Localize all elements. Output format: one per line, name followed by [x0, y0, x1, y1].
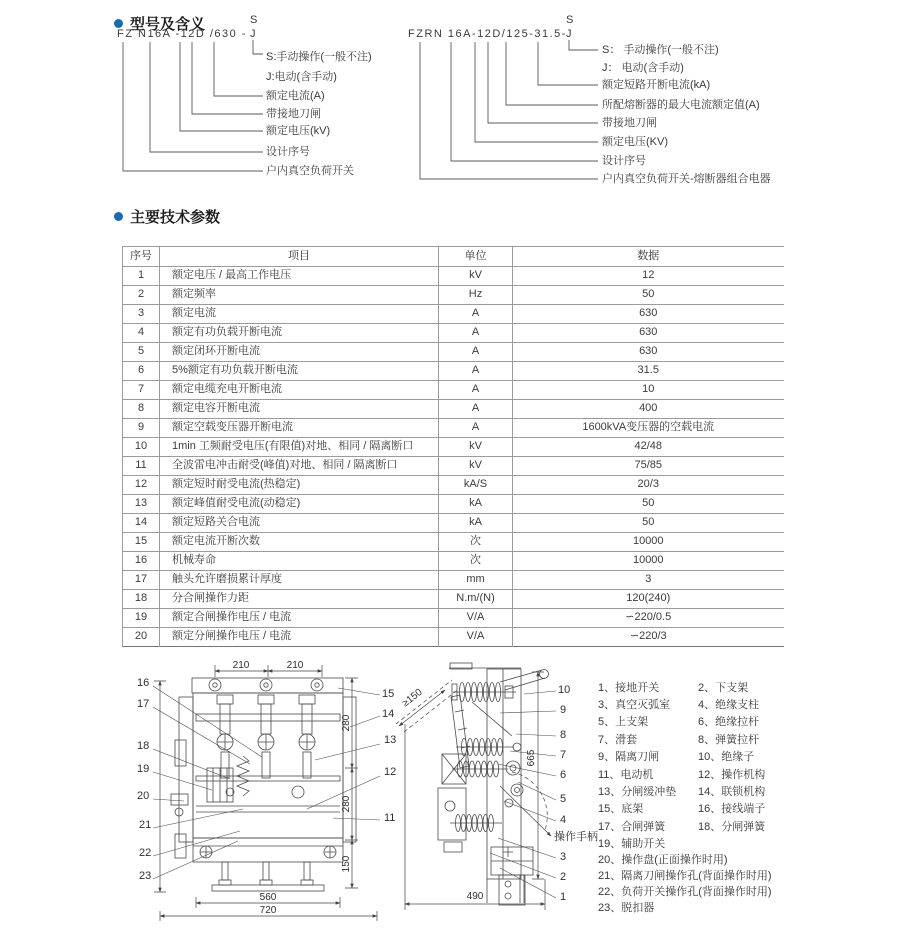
cell-unit: A [439, 324, 513, 343]
cell-item: 额定峰值耐受电流(动稳定) [160, 495, 439, 514]
section-title-params [114, 206, 220, 227]
model-right-suffix-s: S [566, 14, 574, 26]
column-header: 数据 [513, 247, 784, 267]
params-table-head [123, 247, 784, 267]
cell-index: 16 [123, 552, 160, 571]
side-view-dashed-lines [396, 680, 551, 836]
callout-number: 2 [560, 871, 567, 883]
cell-index: 2 [123, 286, 160, 305]
column-header: 项目 [160, 247, 439, 267]
cell-index: 1 [123, 267, 160, 286]
model-right-connectors [420, 40, 598, 179]
model-right-label: 户内真空负荷开关-熔断器组合电器 [602, 173, 771, 185]
table-row [123, 305, 784, 324]
parts-list-item: 12、操作机构 [698, 768, 766, 781]
cell-item: 全波雷电冲击耐受(峰值)对地、相同 / 隔离断口 [160, 457, 439, 476]
cell-value: 3 [513, 571, 784, 590]
model-code-left: FZ N16A -12D /630 - [117, 28, 247, 40]
parts-list-row [598, 678, 903, 695]
parts-list-row [598, 765, 903, 782]
model-left-label: 额定电流(A) [266, 90, 325, 102]
callout-number: 20 [137, 790, 150, 802]
cell-item: 机械寿命 [160, 552, 439, 571]
callout-number: 19 [137, 763, 150, 775]
cell-index: 8 [123, 400, 160, 419]
parts-list-item: 15、底架 [598, 803, 644, 816]
parts-list-row [598, 695, 903, 712]
parts-list-item: 6、绝缘拉杆 [698, 716, 760, 729]
parts-list-item: 19、辅助开关 [598, 837, 666, 850]
cell-index: 6 [123, 362, 160, 381]
table-row [123, 628, 784, 647]
cell-index: 10 [123, 438, 160, 457]
table-row [123, 324, 784, 343]
parts-list-item: 11、电动机 [598, 768, 654, 781]
cell-value: 20/3 [513, 476, 784, 495]
cell-unit: A [439, 305, 513, 324]
dim-210-right: 210 [286, 660, 304, 671]
callout-number: 10 [558, 684, 571, 696]
cell-index: 11 [123, 457, 160, 476]
table-row [123, 552, 784, 571]
params-table [122, 246, 784, 647]
parts-list-item: 22、负荷开关操作孔(背面操作时用) [598, 886, 772, 899]
cell-value: 12 [513, 267, 784, 286]
cell-value: 10 [513, 381, 784, 400]
cell-index: 5 [123, 343, 160, 362]
front-view-leader-lines [153, 686, 380, 879]
table-row [123, 514, 784, 533]
front-view-drawing [171, 678, 356, 891]
parts-list-item: 21、隔离刀闸操作孔(背面操作时用) [598, 869, 772, 882]
callout-number: 13 [384, 734, 397, 746]
cell-item: 额定电压 / 最高工作电压 [160, 267, 439, 286]
cell-unit: A [439, 400, 513, 419]
dim-280-mid: 280 [341, 795, 352, 813]
section-title-params-text: 主要技术参数 [130, 209, 221, 226]
model-left-label: 额定电压(kV) [266, 125, 331, 137]
table-row [123, 571, 784, 590]
cell-unit: Hz [439, 286, 513, 305]
cell-value: 630 [513, 324, 784, 343]
callout-number: 16 [137, 677, 150, 689]
section-title-models-text: 型号及含义 [130, 16, 206, 33]
parts-list-item: 17、合闸弹簧 [598, 820, 666, 833]
callout-number: 23 [139, 870, 152, 882]
handle-label: 操作手柄 [554, 831, 598, 843]
front-view-dimension-lines [154, 665, 377, 921]
cell-item: 额定电流开断次数 [160, 533, 439, 552]
cell-unit: A [439, 362, 513, 381]
model-right-suffix-j: J [566, 28, 572, 40]
cell-item: 额定电缆充电开断电流 [160, 381, 439, 400]
cell-item: 额定短路关合电流 [160, 514, 439, 533]
cell-index: 12 [123, 476, 160, 495]
cell-unit: mm [439, 571, 513, 590]
table-row [123, 343, 784, 362]
model-left-label: 户内真空负荷开关 [266, 165, 354, 177]
callout-number: 17 [137, 698, 150, 710]
cell-unit: kA/S [439, 476, 513, 495]
table-row [123, 457, 784, 476]
cell-item: 额定短时耐受电流(热稳定) [160, 476, 439, 495]
model-left-label: 带接地刀闸 [266, 108, 321, 120]
model-right-label: 额定短路开断电流(kA) [602, 79, 711, 91]
callout-number: 18 [137, 740, 150, 752]
cell-unit: kV [439, 438, 513, 457]
callout-number: 6 [560, 769, 567, 781]
cell-index: 9 [123, 419, 160, 438]
table-row [123, 267, 784, 286]
side-view-drawing [438, 663, 549, 905]
cell-value: 630 [513, 343, 784, 362]
parts-list-item: 2、下支架 [698, 681, 749, 694]
table-row [123, 533, 784, 552]
cell-value: ∽220/0.5 [513, 609, 784, 628]
model-code-right: FZRN 16A-12D/125-31.5- [408, 28, 567, 40]
cell-value: 50 [513, 514, 784, 533]
cell-value: 400 [513, 400, 784, 419]
cell-index: 14 [123, 514, 160, 533]
cell-item: 额定有功负载开断电流 [160, 324, 439, 343]
callout-number: 11 [384, 812, 396, 824]
cell-value: 50 [513, 286, 784, 305]
callout-number: 8 [560, 729, 567, 741]
cell-value: 75/85 [513, 457, 784, 476]
column-header: 序号 [123, 247, 160, 267]
cell-index: 7 [123, 381, 160, 400]
callout-number: 9 [560, 704, 567, 716]
cell-item: 额定分闸操作电压 / 电流 [160, 628, 439, 647]
dim-ge150: ≥150 [400, 686, 425, 710]
dim-280-upper: 280 [341, 714, 352, 732]
cell-value: 50 [513, 495, 784, 514]
cell-item: 额定频率 [160, 286, 439, 305]
bullet-icon [114, 212, 123, 221]
parts-list-row [598, 748, 903, 765]
callout-number: 5 [560, 793, 567, 805]
cell-index: 13 [123, 495, 160, 514]
callout-number: 4 [560, 814, 567, 826]
parts-list-row [598, 800, 903, 817]
callout-number: 22 [139, 847, 152, 859]
table-row [123, 438, 784, 457]
column-header: 单位 [439, 247, 513, 267]
cell-value: ∽220/3 [513, 628, 784, 647]
cell-item: 1min 工频耐受电压(有限值)对地、相同 / 隔离断口 [160, 438, 439, 457]
cell-index: 20 [123, 628, 160, 647]
cell-unit: kV [439, 457, 513, 476]
parts-list-item: 5、上支架 [598, 716, 649, 729]
cell-item: 触头允许磨损累计厚度 [160, 571, 439, 590]
cell-unit: kV [439, 267, 513, 286]
table-row [123, 419, 784, 438]
model-left-label: S:手动操作(一般不注) [266, 51, 372, 63]
dim-490: 490 [466, 891, 484, 902]
parts-list-item: 9、隔离刀闸 [598, 751, 660, 764]
model-right-label: J： 电动(含手动) [602, 62, 684, 74]
table-row [123, 609, 784, 628]
callout-number: 15 [382, 688, 395, 700]
cell-item: 额定闭环开断电流 [160, 343, 439, 362]
dim-665: 665 [526, 749, 537, 767]
table-row [123, 590, 784, 609]
parts-list-item: 7、滑套 [598, 733, 638, 746]
callout-number: 3 [560, 851, 567, 863]
cell-value: 10000 [513, 552, 784, 571]
cell-unit: 次 [439, 533, 513, 552]
cell-index: 15 [123, 533, 160, 552]
cell-unit: N.m/(N) [439, 590, 513, 609]
parts-list-item: 23、脱扣器 [598, 902, 655, 915]
model-left-label: J:电动(含手动) [266, 71, 337, 83]
params-table-body [123, 267, 784, 647]
parts-list-item: 13、分闸缓冲垫 [598, 786, 677, 799]
parts-list-row [598, 730, 903, 747]
callout-number: 12 [384, 766, 397, 778]
model-left-connectors [123, 40, 263, 171]
parts-list-item: 18、分闸弹簧 [698, 820, 766, 833]
cell-index: 3 [123, 305, 160, 324]
model-right-label: 设计序号 [602, 155, 646, 167]
cell-value: 630 [513, 305, 784, 324]
model-right-label: 所配熔断器的最大电流额定值(A) [602, 99, 760, 111]
cell-unit: A [439, 381, 513, 400]
cell-value: 42/48 [513, 438, 784, 457]
parts-list-row [598, 782, 903, 799]
cell-value: 31.5 [513, 362, 784, 381]
callout-number: 7 [560, 749, 567, 761]
table-row [123, 362, 784, 381]
dim-150: 150 [341, 855, 352, 873]
parts-list-item: 16、接线端子 [698, 803, 766, 816]
cell-unit: kA [439, 495, 513, 514]
callout-number: 1 [560, 891, 567, 903]
cell-unit: A [439, 343, 513, 362]
model-left-label: 设计序号 [266, 146, 310, 158]
cell-index: 19 [123, 609, 160, 628]
cell-item: 额定空载变压器开断电流 [160, 419, 439, 438]
cell-unit: kA [439, 514, 513, 533]
bullet-icon [114, 19, 123, 28]
cell-item: 5%额定有功负载开断电流 [160, 362, 439, 381]
cell-index: 18 [123, 590, 160, 609]
model-left-suffix-j: J [250, 28, 256, 40]
callout-number: 21 [139, 819, 152, 831]
parts-list-item: 14、联锁机构 [698, 786, 766, 799]
cell-value: 10000 [513, 533, 784, 552]
table-row [123, 495, 784, 514]
parts-list-item: 4、绝缘支柱 [698, 699, 760, 712]
cell-value: 1600kVA变压器的空载电流 [513, 419, 784, 438]
table-row [123, 381, 784, 400]
parts-list [598, 678, 903, 915]
cell-item: 额定电流 [160, 305, 439, 324]
parts-list-item: 10、绝缘子 [698, 751, 755, 764]
table-row [123, 476, 784, 495]
table-row [123, 400, 784, 419]
cell-item: 额定电容开断电流 [160, 400, 439, 419]
cell-unit: 次 [439, 552, 513, 571]
parts-list-item: 3、真空灭弧室 [598, 699, 671, 712]
cell-index: 4 [123, 324, 160, 343]
side-view-dimension-lines [399, 672, 545, 910]
parts-list-item: 20、操作盘(正面操作时用) [598, 853, 728, 866]
model-right-label: 带接地刀闸 [602, 117, 657, 129]
cell-unit: V/A [439, 609, 513, 628]
cell-unit: V/A [439, 628, 513, 647]
cell-value: 120(240) [513, 590, 784, 609]
cell-index: 17 [123, 571, 160, 590]
model-right-label: S： 手动操作(一般不注) [602, 44, 719, 56]
parts-list-item: 8、弹簧拉杆 [698, 733, 760, 746]
cell-unit: A [439, 419, 513, 438]
dim-720: 720 [259, 905, 277, 916]
cell-item: 分合闸操作力距 [160, 590, 439, 609]
dim-210-left: 210 [232, 660, 250, 671]
parts-list-row [598, 817, 903, 834]
callout-number: 14 [382, 708, 395, 720]
model-left-suffix-s: S [250, 14, 258, 26]
cell-item: 额定合闸操作电压 / 电流 [160, 609, 439, 628]
model-right-label: 额定电压(KV) [602, 136, 668, 148]
parts-list-row [598, 713, 903, 730]
dim-560: 560 [259, 892, 277, 903]
table-row [123, 286, 784, 305]
side-view-leader-lines [490, 691, 556, 898]
parts-list-item: 1、接地开关 [598, 681, 660, 694]
table-header-row [123, 247, 784, 267]
